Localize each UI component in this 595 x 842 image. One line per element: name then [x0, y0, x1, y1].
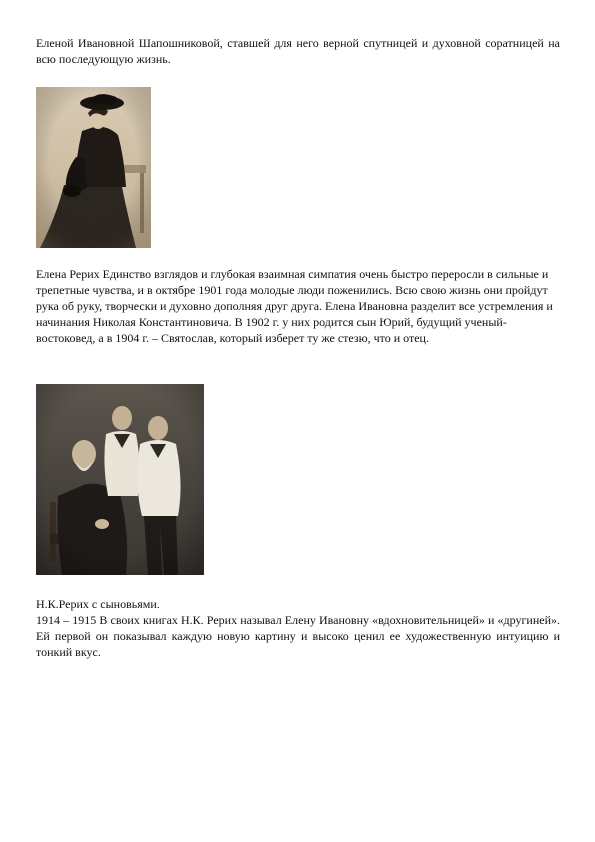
- paragraph-inspiration: 1914 – 1915 В своих книгах Н.К. Рерих называл Елену Ивановну «вдохновительницей» и «другиней». Ей первой он показывал каждую новую картину и высоко ценил ее художественную интуицию и тонкий вкус.: [36, 613, 560, 659]
- paragraph-marriage: Елена Рерих Единство взглядов и глубокая взаимная симпатия очень быстро переросли в сильные и трепетные чувства, и в октябре 1901 года молодые люди поженились. Всю свою жизнь они пройдут рука об руку, творчески и духовно дополняя друг друга. Елена Ивановна разделит все устремления и начинания Николая Константиновича. В 1902 г. у них родится сын Юрий, будущий ученый-востоковед, а в 1904 г. – Святослав, который изберет ту же стезю, что и отец.: [36, 267, 553, 345]
- family-photo-roerich-with-sons-drawing: [36, 384, 204, 575]
- portrait-photo-elena-roerich: [36, 87, 151, 248]
- paragraph-intro: Еленой Ивановной Шапошниковой, ставшей для него верной спутницей и духовной соратницей на всю последующую жизнь.: [36, 36, 560, 66]
- portrait-photo-elena-roerich-drawing: [36, 87, 151, 248]
- family-photo-roerich-with-sons: [36, 384, 204, 575]
- caption-roerich-with-sons: Н.К.Рерих с сыновьями.: [36, 597, 160, 611]
